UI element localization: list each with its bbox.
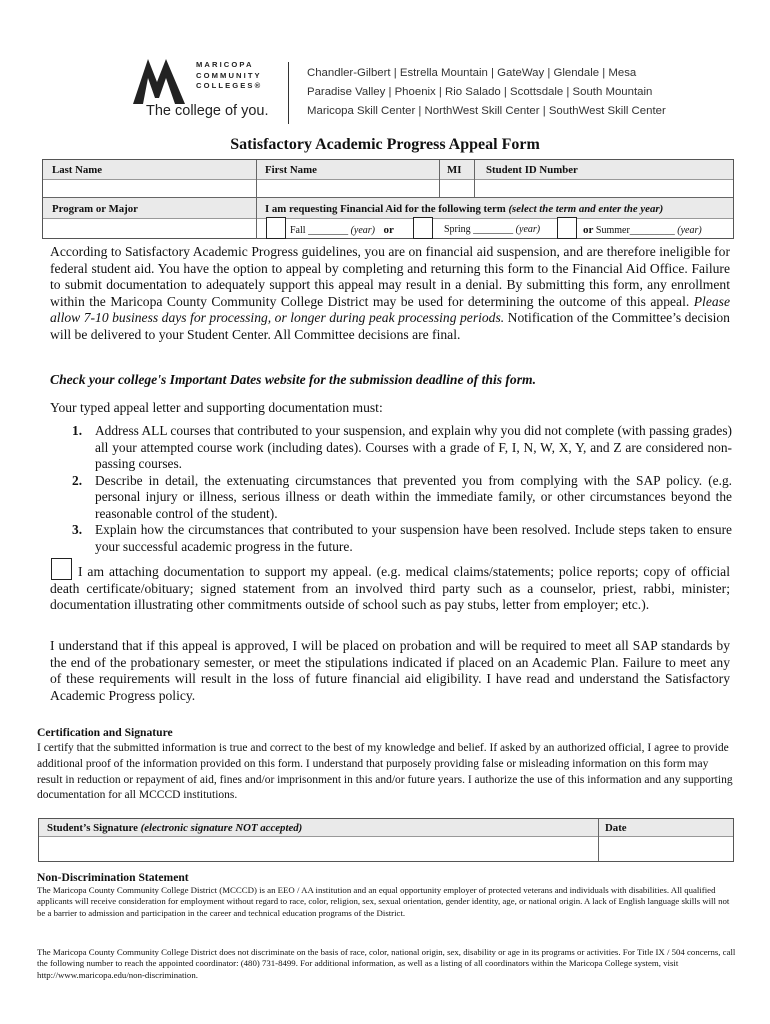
last-name-input[interactable] xyxy=(44,181,254,196)
summer-term: or Summer_________ (year) xyxy=(583,224,702,236)
understanding-paragraph: I understand that if this appeal is approved, I will be placed on probation and will be required to meet all SAP standards by the end of the probationary semester, or meet the stipulations indicated if placed on an Academic Plan. Failure to meet any of these requirements will result in the loss of future financial aid eligibility. I have read and understand the Satisfactory Academic Progress policy. xyxy=(50,638,730,703)
fall-checkbox[interactable] xyxy=(266,217,286,239)
org-name: MARICOPA COMMUNITY COLLEGES® xyxy=(196,60,263,90)
list-item: 3. Explain how the circumstances that contributed to your suspension have been resolved. Include steps taken to ensure your successful academic progress in the future. xyxy=(72,522,732,554)
list-item: 2. Describe in detail, the extenuating circumstances that prevented you from complying with the SAP policy. (e.g. personal injury or illness, serious illness or death within the immediate family, or other circumstances beyond the reasonable control of the student). xyxy=(72,472,732,521)
certification-text: I certify that the submitted information is true and correct to the best of my knowledge and belief. If asked by an authorized official, I agree to provide additional proof of the information provided on this form. I understand that purposely providing false or misleading information on this form may result in reduction or repayment of aid, fines and/or imprisonment in this and/or future years. I authorize the use of this information and any supporting documentation for all MCCCD institutions. xyxy=(37,742,733,802)
intro-paragraph: According to Satisfactory Academic Progress guidelines, you are on financial aid suspension, and are therefore ineligible for federal student aid. You have the option to appeal by completing and returning this form to the Financial Aid Office. Failure to submit documentation to adequately support this appeal may result in a denial. By submitting this form, any enrollment within the Maricopa County Community College District may be used for determining the outcome of this appeal. Please allow 7-10 business days for processing, or longer during peak processing periods. Notification of the Committee’s decision will be delivered to your Student Center. All Committee decisions are final. xyxy=(50,244,730,342)
name-header-row xyxy=(43,160,733,180)
student-id-label: Student ID Number xyxy=(486,164,578,176)
college-list: Chandler-Gilbert | Estrella Mountain | GateWay | Glendale | Mesa Paradise Valley | Phoenix | Rio Salado | Scottsdale | South Mountain Maricopa Skill Center | NorthWest Skill Center | SouthWest Skill Center xyxy=(307,67,666,117)
maricopa-logo-icon xyxy=(133,56,185,104)
signature-field[interactable] xyxy=(40,838,596,860)
program-label: Program or Major xyxy=(52,203,138,215)
program-input[interactable] xyxy=(44,219,254,238)
requirements-intro: Your typed appeal letter and supporting documentation must: xyxy=(50,400,383,415)
date-field[interactable] xyxy=(600,838,732,860)
mi-input[interactable] xyxy=(441,181,473,196)
term-request-label: I am requesting Financial Aid for the following term (select the term and enter the year) xyxy=(265,203,664,215)
attach-statement: I am attaching documentation to support my appeal. (e.g. medical claims/statements; police reports; copy of official death certificate/obituary; signed statement from an involved third party such as a counselor, priest, rabbi, minister; documentation illustrating other commitments outside of school such as pay stubs, letter from employer; etc.). xyxy=(50,564,730,612)
first-name-input[interactable] xyxy=(258,181,438,196)
spring-checkbox[interactable] xyxy=(413,217,433,239)
nondiscrimination-heading: Non-Discrimination Statement xyxy=(37,871,189,884)
fall-term: Fall ________ (year) or xyxy=(290,224,394,236)
signature-label: Student’s Signature (electronic signature NOT accepted) xyxy=(47,822,303,834)
header-divider xyxy=(288,62,289,124)
list-item: 1. Address ALL courses that contributed to your suspension, and explain why you did not complete (with passing grades) all your attempted course work (including dates). Courses with a grade of F, I, N, W, X, Y, and Z are considered non-passing courses. xyxy=(72,423,732,471)
student-id-input[interactable] xyxy=(476,181,732,196)
tagline: The college of you. xyxy=(146,103,269,119)
requirements-list xyxy=(72,423,732,555)
spring-term: Spring ________ (year) xyxy=(444,224,541,235)
mi-label: MI xyxy=(447,164,462,176)
date-label: Date xyxy=(605,822,627,834)
last-name-label: Last Name xyxy=(52,164,103,176)
summer-checkbox[interactable] xyxy=(557,217,577,239)
first-name-label: First Name xyxy=(265,164,317,176)
form-title: Satisfactory Academic Progress Appeal Form xyxy=(230,136,540,153)
deadline-note: Check your college's Important Dates website for the submission deadline of this form. xyxy=(50,372,536,387)
certification-heading: Certification and Signature xyxy=(37,726,173,739)
nondiscrimination-para-2: The Maricopa County Community College District does not discriminate on the basis of race, color, national origin, sex, disability or age in its programs or activities. For Title IX / 504 concerns, call the following number to reach the appointed coordinator: (480) 731-8499. For additional information, as well as a listing of all coordinators within the Maricopa College system, visit http://www.maricopa.edu/non-discrimination. xyxy=(37,947,736,980)
nondiscrimination-para-1: The Maricopa County Community College District (MCCCD) is an EEO / AA institution and an equal opportunity employer of protected veterans and individuals with disabilities. All qualified applicants will receive consideration for employment without regard to race, color, religion, sex, sexual orientation, gender identity, age, or national origin. A lack of English language skills will not be a barrier to admission and participation in the career and technical education programs of the District. xyxy=(37,885,730,918)
